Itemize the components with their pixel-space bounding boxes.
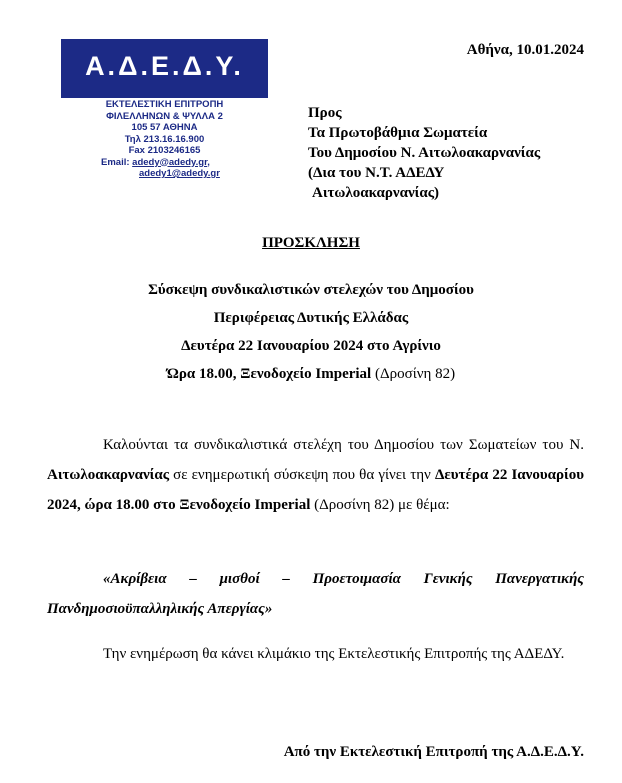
recipient-line: Αιτωλοακαρνανίας) — [312, 185, 440, 201]
subtitle-line — [0, 360, 622, 388]
meeting-topic: «Ακρίβεια – μισθοί – Προετοιμασία Γενικής Πανεργατικής Πανδημοσιοϋπαλληλικής Απεργίας» — [47, 571, 584, 617]
subtitle-line: Περιφέρειας Δυτικής Ελλάδας — [213, 310, 409, 326]
briefing-paragraph: Την ενημέρωση θα κάνει κλιμάκιο της Εκτελεστικής Επιτροπής της ΑΔΕΔΥ. — [103, 646, 565, 662]
email-label: Email: — [101, 156, 130, 168]
document-title: ΠΡΟΣΚΛΗΣΗ — [262, 235, 360, 251]
address-line: Fax 2103246165 — [128, 145, 201, 156]
email-link-2[interactable]: adedy1@adedy.gr — [139, 168, 220, 179]
document-date: Αθήνα, 10.01.2024 — [466, 42, 584, 58]
subtitle-address: (Δροσίνη 82) — [371, 366, 456, 382]
recipient-line: Του Δημοσίου Ν. Αιτωλοακαρνανίας — [308, 145, 541, 161]
invitation-paragraph — [47, 430, 584, 520]
sender-address — [61, 99, 268, 180]
p1-text: (Δροσίνη 82) με θέμα: — [310, 497, 450, 513]
recipient-block — [308, 103, 540, 203]
subtitle-line: Σύσκεψη συνδικαλιστικών στελεχών του Δημοσίου — [148, 282, 474, 298]
recipient-line: Προς — [308, 105, 342, 121]
address-line: 105 57 ΑΘΗΝΑ — [131, 122, 198, 133]
signature: Από την Εκτελεστική Επιτροπή της Α.Δ.Ε.Δ.Υ. — [283, 744, 584, 760]
subtitle-line: Δευτέρα 22 Ιανουαρίου 2024 στο Αγρίνιο — [181, 338, 441, 354]
p1-prefecture: Αιτωλοακαρνανίας — [47, 467, 170, 483]
address-line: ΕΚΤΕΛΕΣΤΙΚΗ ΕΠΙΤΡΟΠΗ — [105, 99, 224, 110]
email-line — [61, 157, 268, 169]
p1-datetime: Δευτέρα 22 Ιανουαρίου 2024, ώρα 18.00 στο Ξενοδοχείο Imperial — [47, 467, 584, 513]
subtitle-time-venue: Ώρα 18.00, Ξενοδοχείο Imperial — [166, 366, 372, 382]
email-line-2 — [61, 168, 268, 180]
meeting-subtitle — [0, 276, 622, 388]
logo — [61, 39, 268, 98]
email-link-1[interactable]: adedy@adedy.gr — [132, 156, 208, 168]
logo-text: Α.Δ.Ε.Δ.Υ. — [85, 51, 244, 81]
recipient-line: Τα Πρωτοβάθμια Σωματεία — [308, 125, 488, 141]
p1-text: Καλούνται τα συνδικαλιστικά στελέχη του Δημοσίου των Σωματείων του Ν. — [103, 437, 584, 453]
address-line: Τηλ 213.16.16.900 — [124, 133, 205, 145]
p1-text: σε ενημερωτική σύσκεψη που θα γίνει την — [169, 467, 435, 483]
recipient-line: (Δια του Ν.Τ. ΑΔΕΔΥ — [308, 165, 445, 181]
email-separator: , — [207, 156, 210, 168]
address-line: ΦΙΛΕΛΛΗΝΩΝ & ΨΥΛΛΑ 2 — [106, 110, 223, 122]
